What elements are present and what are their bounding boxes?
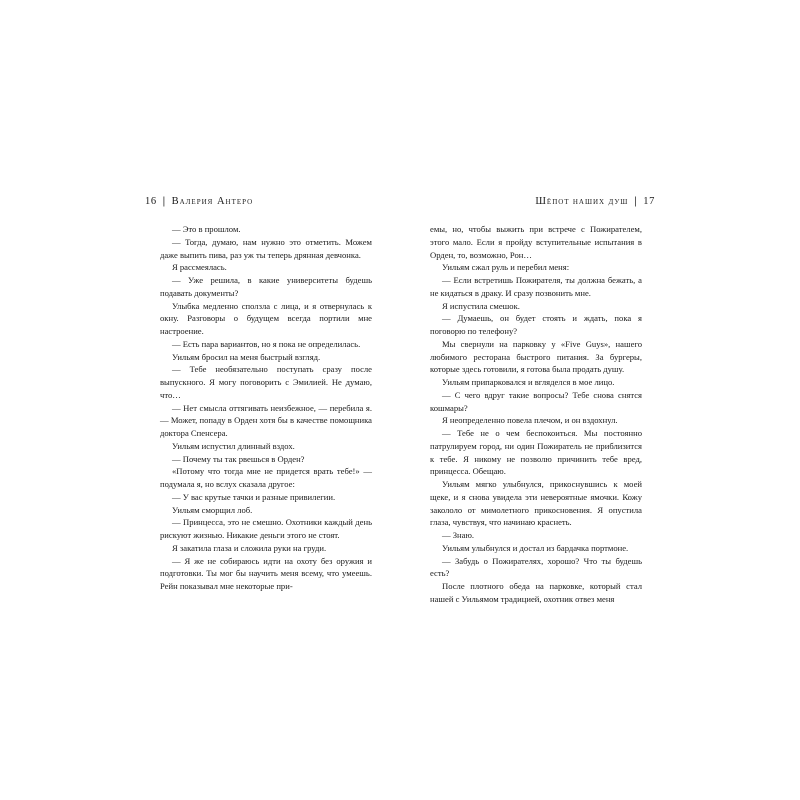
- running-header-right: [535, 196, 655, 207]
- paragraph: — Почему ты так рвешься в Орден?: [172, 453, 305, 464]
- author-name: Валерия Антеро: [171, 196, 254, 207]
- paragraph: — Забудь о Пожирателях, хорошо? Что ты будешь есть?: [430, 555, 642, 579]
- paragraph: Мы свернули на парковку у «Five Guys», нашего любимого ресторана быстрого питания. За бургеры, которые здесь готовили, я готова была продать душу.: [430, 338, 642, 375]
- paragraph: — Если встретишь Пожирателя, ты должна бежать, а не кидаться в драку. И сразу позвонить мне.: [430, 275, 642, 298]
- paragraph: — С чего вдруг такие вопросы? Тебе снова снятся кошмары?: [430, 389, 642, 413]
- paragraph: Уильям улыбнулся и достал из бардачка портмоне.: [442, 542, 629, 553]
- paragraph: Я закатила глаза и сложила руки на груди.: [172, 542, 327, 553]
- paragraph: — Это в прошлом.: [172, 224, 241, 234]
- paragraph: Уильям сжал руль и перебил меня:: [442, 262, 570, 273]
- paragraph-continuation: емы, но, чтобы выжить при встрече с Пожирателем, этого мало. Если я пройду вступительные испытания в Орден, то, возможно, Рон…: [430, 224, 642, 260]
- left-page-body: [160, 223, 372, 593]
- page-number-left: 16: [145, 196, 157, 207]
- paragraph: Я неопределенно повела плечом, и он вздохнул.: [442, 415, 618, 426]
- paragraph: — Тебе необязательно поступать сразу после выпускного. Я могу поговорить с Эмилией. Не думаю, что…: [160, 364, 372, 400]
- paragraph: Уильям испустил длинный вздох.: [172, 440, 295, 451]
- paragraph: — Знаю.: [442, 530, 475, 540]
- paragraph: Я рассмеялась.: [172, 262, 227, 273]
- paragraph: — Тогда, думаю, нам нужно это отметить. Можем даже выпить пива, раз уж ты теперь дрянная девчонка.: [160, 236, 372, 260]
- running-header-left: [145, 196, 253, 207]
- paragraph: Уильям бросил на меня быстрый взгляд.: [172, 351, 321, 362]
- paragraph: Уильям припарковался и вгляделся в мое лицо.: [442, 377, 615, 387]
- header-separator-right: |: [634, 196, 638, 207]
- book-title-first-word: Шёпот: [535, 196, 570, 207]
- paragraph: Уильям сморщил лоб.: [172, 504, 253, 515]
- header-separator-left: |: [162, 196, 166, 207]
- paragraph: — Тебе не о чем беспокоиться. Мы постоянно патрулируем город, ни один Пожиратель не приблизится к тебе. Я никому не позволю причинить тебе вред, принцесса. Обещаю.: [430, 428, 642, 477]
- paragraph: Уильям мягко улыбнулся, прикоснувшись к моей щеке, и я снова увидела эти невероятные ямочки. Кожу закололо от мимолетного прикосновения. Я опустила глаза, чувствуя, что начинаю краснеть.: [430, 479, 642, 528]
- paragraph: — Нет смысла оттягивать неизбежное, — перебила я. — Может, попаду в Орден хотя бы в качестве помощника доктора Спенсера.: [160, 402, 372, 438]
- book-title-rest: наших душ: [572, 197, 629, 207]
- right-page-body: [430, 223, 642, 606]
- paragraph: После плотного обеда на парковке, который стал нашей с Уильямом традицией, охотник отвез меня: [430, 581, 642, 604]
- paragraph: Улыбка медленно сползла с лица, и я отвернулась к окну. Разговоры о будущем всегда портили мне настроение.: [160, 300, 372, 336]
- paragraph: — Я же не собираюсь идти на охоту без оружия и подготовки. Ты мог бы научить меня всему, что умеешь. Рейн показывал мне некоторые при-: [160, 555, 372, 591]
- paragraph: Я испустила смешок.: [442, 300, 520, 311]
- page-number-right: 17: [643, 196, 655, 207]
- paragraph: — Принцесса, это не смешно. Охотники каждый день рискуют жизнью. Никакие деньги этого не стоят.: [160, 517, 372, 540]
- paragraph: — Есть пара вариантов, но я пока не определилась.: [172, 338, 361, 349]
- paragraph: — У вас крутые тачки и разные привилегии.: [172, 491, 336, 502]
- paragraph: — Уже решила, в какие университеты будешь подавать документы?: [160, 275, 372, 298]
- paragraph: «Потому что тогда мне не придется врать тебе!» — подумала я, но вслух сказала другое:: [160, 466, 372, 489]
- paragraph: — Думаешь, он будет стоять и ждать, пока я поговорю по телефону?: [430, 313, 642, 336]
